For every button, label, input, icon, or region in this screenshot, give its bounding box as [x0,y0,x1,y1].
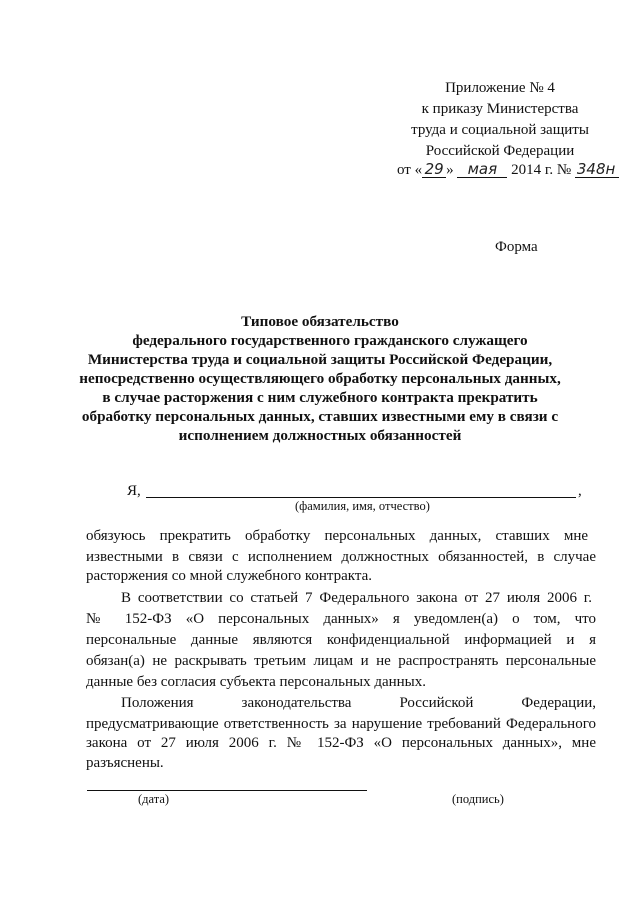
signer-caption: (фамилия, имя, отчество) [295,499,430,513]
date-day-handwritten: 29 [422,162,446,178]
form-label: Форма [495,239,538,255]
title-line-5: в случае расторжения с ним служебного контракта прекратить [102,389,538,406]
body-line: обязан(а) не раскрывать третьим лицам и не распространять персональные [86,653,596,669]
appendix-date-line [397,160,619,181]
appendix-number: Приложение № 4 [445,80,555,96]
title-line-4: непосредственно осуществляющего обработку персональных данных, [79,370,561,387]
order-number-handwritten: 348н [575,162,619,178]
signer-suffix: , [578,483,582,499]
date-prefix: от « [397,162,423,178]
body-line: Положения законодательства Российской Федерации, [121,695,596,711]
body-line: предусматривающие ответственность за нарушение требований Федерального [86,716,596,732]
date-month-handwritten: мая [457,162,507,178]
body-line: данные без согласия субъекта персональных данных. [86,674,426,690]
date-caption: (дата) [138,792,170,806]
title-line-3: Министерства труда и социальной защиты Российской Федерации, [87,351,553,368]
body-line: известными в связи с исполнением должностных обязанностей, в случае [86,549,596,565]
title-line-7: исполнением должностных обязанностей [178,427,462,444]
signer-name-line [146,497,576,498]
title-line-1: Типовое обязательство [241,313,399,330]
signature-caption: (подпись) [452,792,504,806]
body-line: обязуюсь прекратить обработку персональных данных, ставших мне [86,528,588,544]
appendix-ministry: труда и социальной защиты [411,122,589,138]
body-line: расторжения со мной служебного контракта. [86,568,373,584]
date-mid: » [446,162,454,178]
title-line-2: федерального государственного гражданского служащего [132,332,528,349]
appendix-order-ref: к приказу Министерства [421,101,579,117]
body-line: В соответствии со статьей 7 Федерального закона от 27 июля 2006 г. [121,590,592,606]
signer-prefix: Я, [127,483,141,499]
body-line: № 152-ФЗ «О персональных данных» я уведомлен(а) о том, что [86,611,596,627]
body-line: персональные данные являются конфиденциальной информацией и я [86,632,596,648]
date-line [87,790,367,791]
title-line-6: обработку персональных данных, ставших известными ему в связи с [81,408,559,425]
appendix-country: Российской Федерации [425,143,575,159]
body-line: разъяснены. [86,755,164,771]
body-line: закона от 27 июля 2006 г. № 152-ФЗ «О персональных данных», мне [86,735,596,751]
date-year: 2014 г. № [511,162,572,178]
